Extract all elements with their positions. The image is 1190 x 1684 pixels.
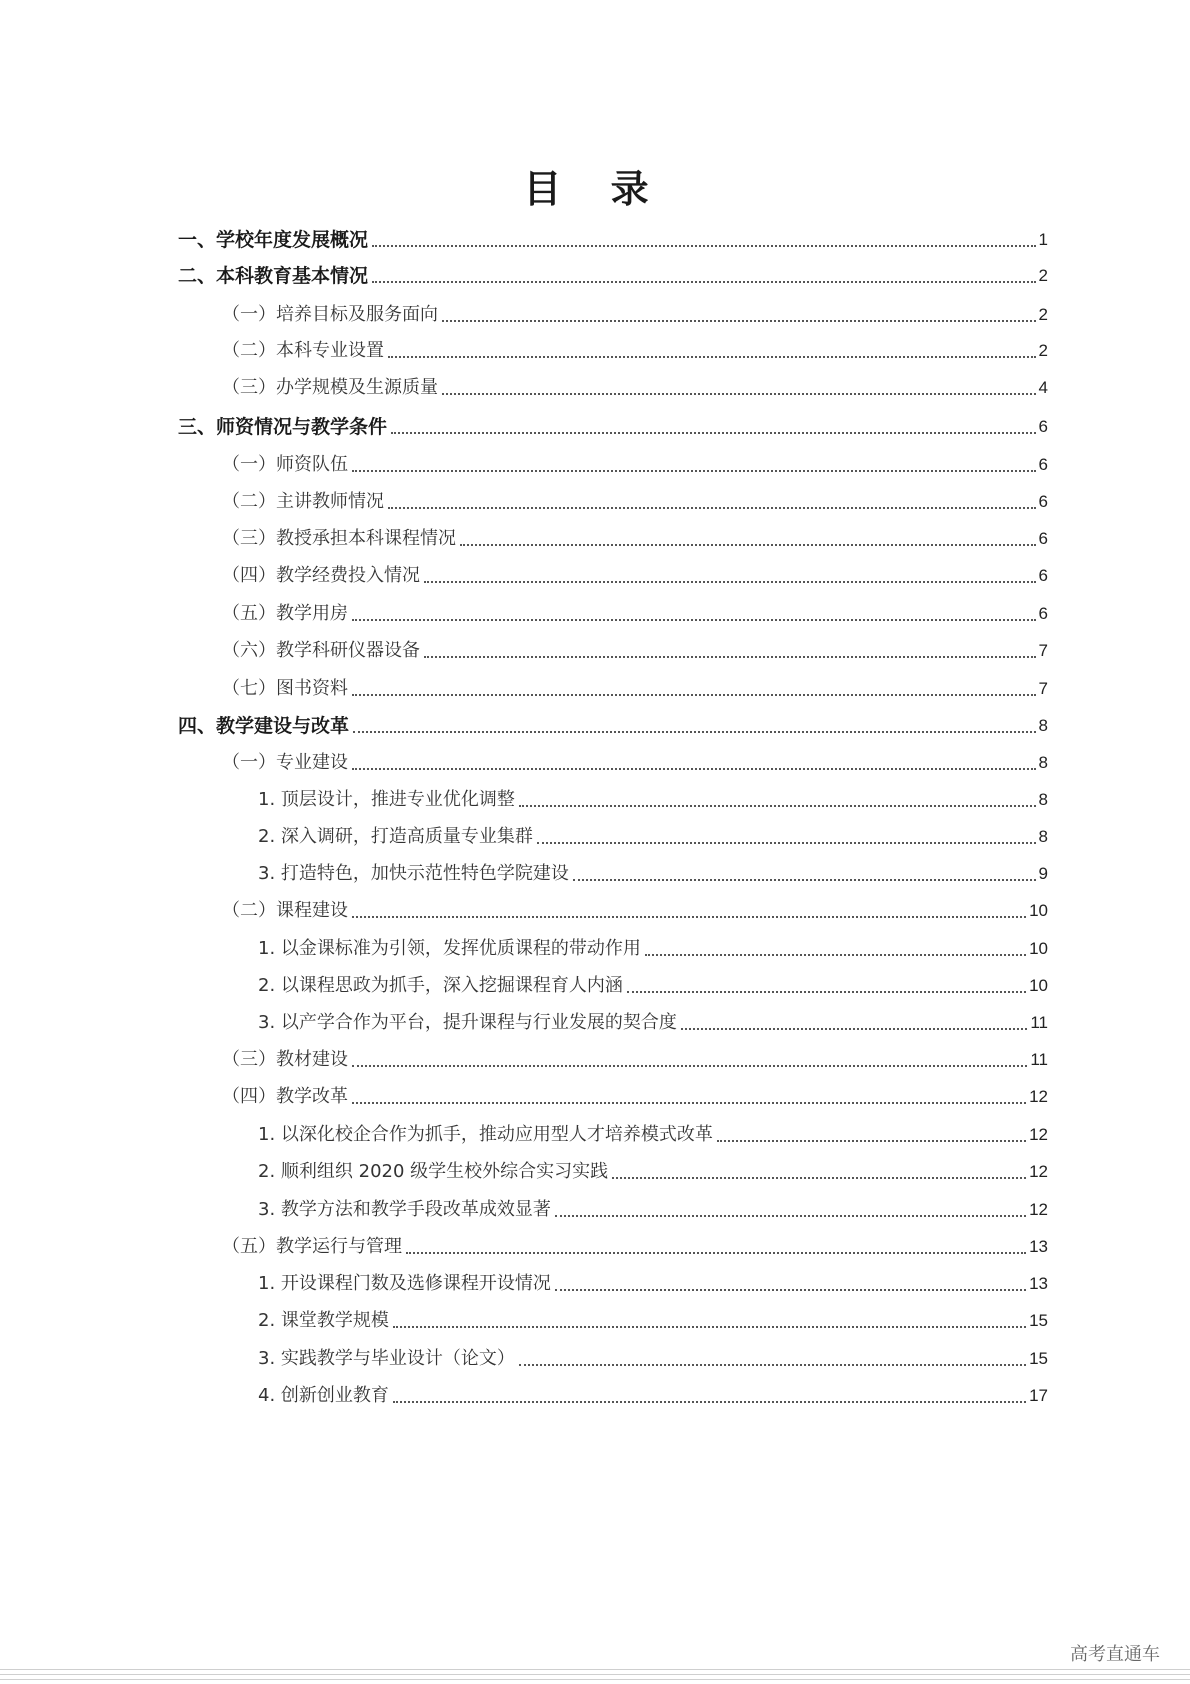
toc-entry[interactable]: [222, 337, 1048, 365]
toc-entry-title: 3. 打造特色，加快示范性特色学院建设: [258, 863, 569, 884]
dot-leader: [372, 281, 1036, 283]
toc-entry-title: 2. 顺利组织 2020 级学生校外综合实习实践: [258, 1161, 609, 1182]
toc-entry-title: （三）教材建设: [222, 1049, 348, 1070]
toc-entry-page: 12: [1029, 1087, 1048, 1106]
footer-rule: [0, 1679, 1190, 1680]
toc-entry[interactable]: [222, 451, 1048, 479]
toc-entry-page: 11: [1030, 1050, 1048, 1069]
toc-entry-page: 15: [1029, 1311, 1048, 1330]
toc-entry-title: （三）教授承担本科课程情况: [222, 528, 456, 549]
toc-entry[interactable]: [258, 1121, 1048, 1149]
toc-entry-title: 1. 开设课程门数及选修课程开设情况: [258, 1273, 551, 1294]
toc-entry-title: 3. 以产学合作为平台，提升课程与行业发展的契合度: [258, 1012, 677, 1033]
toc-entry-title: （一）培养目标及服务面向: [222, 304, 438, 325]
toc-entry-title: 1. 顶层设计，推进专业优化调整: [258, 789, 515, 810]
toc-entry-page: 10: [1029, 939, 1048, 958]
toc-entry-page: 12: [1029, 1125, 1048, 1144]
toc-entry-page: 10: [1029, 901, 1048, 920]
toc-entry-title: （一）师资队伍: [222, 454, 348, 475]
toc-entry-page: 4: [1038, 378, 1048, 397]
toc-entry-page: 7: [1038, 679, 1048, 698]
toc-entry[interactable]: [222, 562, 1048, 590]
dot-leader: [519, 805, 1036, 807]
toc-entry[interactable]: [258, 972, 1048, 1000]
toc-entry-page: 12: [1029, 1162, 1048, 1181]
toc-entry-title: （一）专业建设: [222, 752, 348, 773]
toc-entry-page: 8: [1038, 827, 1048, 846]
toc-entry-page: 2: [1038, 305, 1048, 324]
toc-entry-page: 10: [1029, 976, 1048, 995]
toc-entry[interactable]: [222, 1083, 1048, 1111]
toc-entry-page: 2: [1038, 341, 1048, 360]
dot-leader: [352, 1065, 1027, 1067]
dot-leader: [717, 1140, 1026, 1142]
toc-entry-page: 6: [1038, 417, 1048, 436]
toc-entry-page: 12: [1029, 1200, 1048, 1219]
toc-entry-page: 8: [1038, 716, 1048, 735]
watermark: 高考直通车: [1070, 1644, 1160, 1665]
toc-entry-title: 3. 实践教学与毕业设计（论文）: [258, 1348, 515, 1369]
dot-leader: [519, 1364, 1026, 1366]
toc-entry[interactable]: [222, 488, 1048, 516]
toc-entry-title: （五）教学用房: [222, 603, 348, 624]
toc-entry[interactable]: [258, 1009, 1048, 1037]
dot-leader: [352, 619, 1036, 621]
toc-entry[interactable]: [258, 786, 1048, 814]
toc-entry[interactable]: [178, 413, 1048, 441]
dot-leader: [393, 1326, 1026, 1328]
dot-leader: [353, 731, 1036, 733]
toc-entry-page: 8: [1038, 753, 1048, 772]
dot-leader: [537, 842, 1036, 844]
toc-entry-title: 2. 深入调研，打造高质量专业集群: [258, 826, 533, 847]
toc-entry-title: （二）主讲教师情况: [222, 491, 384, 512]
toc-entry-page: 17: [1029, 1386, 1048, 1405]
toc-entry-title: （二）课程建设: [222, 900, 348, 921]
dot-leader: [406, 1252, 1026, 1254]
toc-entry-title: 三、师资情况与教学条件: [178, 416, 388, 438]
toc-entry-title: 3. 教学方法和教学手段改革成效显著: [258, 1199, 551, 1220]
toc-entry-page: 9: [1038, 864, 1048, 883]
toc-entry[interactable]: [258, 823, 1048, 851]
toc-entry[interactable]: [258, 1307, 1048, 1335]
footer-rule: [0, 1674, 1190, 1675]
toc-entry-page: 7: [1038, 641, 1048, 660]
toc-entry-page: 6: [1038, 455, 1048, 474]
toc-entry-title: 2. 课堂教学规模: [258, 1310, 389, 1331]
dot-leader: [372, 245, 1036, 247]
toc-entry-title: （四）教学经费投入情况: [222, 565, 420, 586]
dot-leader: [573, 879, 1036, 881]
toc-entry-page: 13: [1029, 1237, 1048, 1256]
dot-leader: [460, 544, 1036, 546]
toc-entry-page: 6: [1038, 604, 1048, 623]
dot-leader: [645, 954, 1026, 956]
dot-leader: [393, 1401, 1026, 1403]
toc-entry-title: 4. 创新创业教育: [258, 1385, 389, 1406]
toc-entry[interactable]: [258, 935, 1048, 963]
dot-leader: [627, 991, 1026, 993]
dot-leader: [388, 507, 1036, 509]
toc-entry[interactable]: [222, 600, 1048, 628]
dot-leader: [442, 320, 1036, 322]
toc-entry[interactable]: [258, 1196, 1048, 1224]
toc-entry-title: （六）教学科研仪器设备: [222, 640, 420, 661]
toc-entry-page: 15: [1029, 1349, 1048, 1368]
toc-entry-page: 11: [1030, 1013, 1048, 1032]
toc-entry-page: 8: [1038, 790, 1048, 809]
toc-entry[interactable]: [258, 1345, 1048, 1373]
toc-entry[interactable]: [258, 1158, 1048, 1186]
toc-entry[interactable]: [178, 226, 1048, 254]
dot-leader: [352, 916, 1026, 918]
toc-entry-title: （五）教学运行与管理: [222, 1236, 402, 1257]
toc-entry-title: （三）办学规模及生源质量: [222, 377, 438, 398]
toc-entry[interactable]: [258, 860, 1048, 888]
dot-leader: [442, 393, 1036, 395]
toc-entry-page: 6: [1038, 566, 1048, 585]
dot-leader: [612, 1177, 1026, 1179]
toc-entry[interactable]: [178, 262, 1048, 290]
toc-entry-page: 6: [1038, 529, 1048, 548]
toc-entry[interactable]: [222, 749, 1048, 777]
page-title: 目 录: [523, 167, 667, 211]
dot-leader: [555, 1289, 1026, 1291]
toc-entry-title: 2. 以课程思政为抓手，深入挖掘课程育人内涵: [258, 975, 623, 996]
dot-leader: [352, 1102, 1026, 1104]
toc-entry[interactable]: [178, 712, 1048, 740]
toc-entry[interactable]: [222, 374, 1048, 402]
footer-rule: [0, 1669, 1190, 1670]
toc-entry[interactable]: [222, 1046, 1048, 1074]
toc-entry[interactable]: [258, 1382, 1048, 1410]
toc-entry-title: 1. 以深化校企合作为抓手，推动应用型人才培养模式改革: [258, 1124, 713, 1145]
dot-leader: [352, 694, 1036, 696]
toc-entry[interactable]: [222, 637, 1048, 665]
toc-entry-page: 13: [1029, 1274, 1048, 1293]
toc-entry-title: （七）图书资料: [222, 678, 348, 699]
toc-entry-page: 6: [1038, 492, 1048, 511]
dot-leader: [388, 356, 1036, 358]
dot-leader: [424, 656, 1036, 658]
toc-entry-page: 1: [1038, 230, 1048, 249]
toc-entry[interactable]: [222, 675, 1048, 703]
toc-entry[interactable]: [222, 301, 1048, 329]
toc-entry-title: 四、教学建设与改革: [178, 715, 350, 737]
toc-entry-title: 1. 以金课标准为引领，发挥优质课程的带动作用: [258, 938, 641, 959]
toc-entry-title: （二）本科专业设置: [222, 340, 384, 361]
dot-leader: [391, 432, 1036, 434]
toc-entry-title: （四）教学改革: [222, 1086, 348, 1107]
toc-entry-page: 2: [1038, 266, 1048, 285]
dot-leader: [555, 1215, 1026, 1217]
dot-leader: [352, 768, 1036, 770]
dot-leader: [352, 470, 1036, 472]
toc-entry-title: 一、学校年度发展概况: [178, 229, 369, 251]
dot-leader: [424, 581, 1036, 583]
toc-entry[interactable]: [222, 897, 1048, 925]
toc-entry-title: 二、本科教育基本情况: [178, 265, 369, 287]
toc-entry[interactable]: [222, 525, 1048, 553]
dot-leader: [681, 1028, 1027, 1030]
toc-entry[interactable]: [258, 1270, 1048, 1298]
toc-entry[interactable]: [222, 1233, 1048, 1261]
